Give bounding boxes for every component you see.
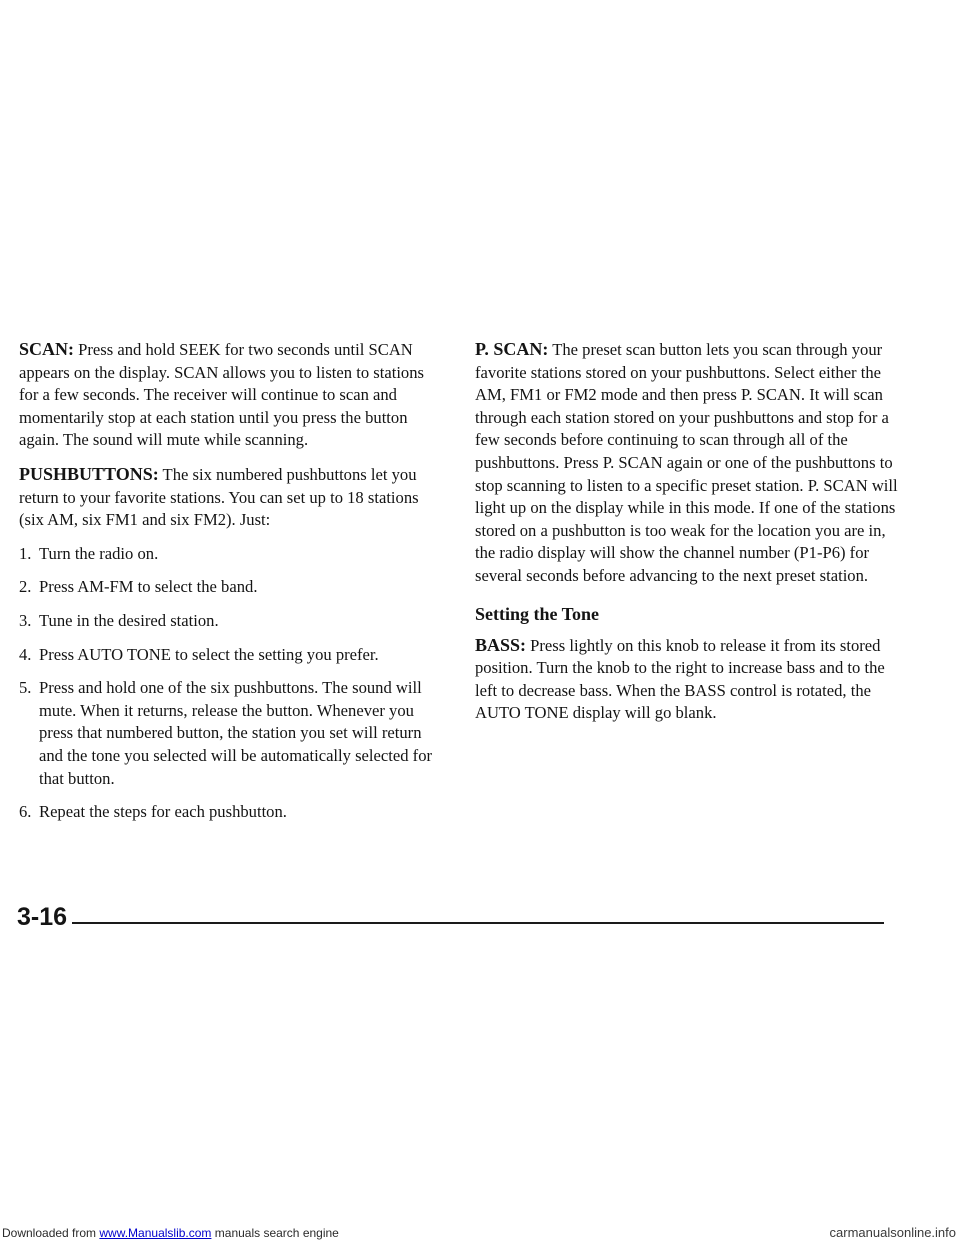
section-heading: Setting the Tone (475, 603, 600, 624)
footer-rule (72, 922, 884, 924)
page-number: 3-16 (17, 903, 68, 931)
step-text: Repeat the steps for each pushbutton. (39, 802, 287, 822)
pscan-text: The preset scan button lets you scan through your favorite stations stored on your pushbuttons. Select either the AM, FM1 or FM2 mode and then press P. SCAN. It will scan through each station stored on your pushbuttons and stop for a few seconds before continuing to scan through all of the pushbuttons. Press P. SCAN again or one of the pushbuttons to stop scanning to listen to a specific preset station. P. SCAN will light up on the display while in this mode. If one of the stations stored on a pushbutton is too weak for the location you are in, the radio display will show the channel number (P1-P6) for several seconds before advancing to the next preset station. (475, 340, 898, 585)
step-number: 2. (19, 577, 32, 597)
list-item (19, 644, 439, 667)
step-text: Press and hold one of the six pushbuttons. The sound will mute. When it returns, release the button. Whenever you press that numbered button, the station you set will return and the tone you selected will be automatically selected for that button. (39, 678, 433, 788)
step-text: Tune in the desired station. (39, 610, 219, 630)
bass-term: BASS: (475, 634, 527, 655)
right-column (475, 338, 905, 736)
step-number: 1. (19, 543, 32, 563)
step-number: 3. (19, 610, 32, 630)
steps-list (19, 543, 439, 824)
list-item (19, 801, 439, 824)
list-item (19, 610, 439, 633)
step-text: Press AUTO TONE to select the setting you prefer. (39, 644, 379, 664)
step-number: 5. (19, 678, 32, 698)
step-number: 6. (19, 802, 32, 822)
banner-prefix: Downloaded from (2, 1226, 100, 1240)
step-text: Press AM-FM to select the band. (39, 577, 258, 597)
list-item (19, 543, 439, 566)
pushbuttons-term: PUSHBUTTONS: (19, 463, 159, 484)
manualslib-link[interactable]: www.Manualslib.com (99, 1226, 212, 1240)
step-number: 4. (19, 644, 32, 664)
scan-paragraph (19, 338, 439, 452)
banner-text (2, 1224, 339, 1242)
bass-paragraph (475, 634, 905, 725)
banner-suffix: manuals search engine (211, 1226, 339, 1240)
list-item (19, 677, 439, 790)
bass-text: Press lightly on this knob to release it from its stored position. Turn the knob to the right to increase bass and to the left to decrease bass. When the BASS control is rotated, the AUTO TONE display will go blank. (475, 635, 885, 723)
left-column (19, 338, 439, 835)
pushbuttons-text: The six numbered pushbuttons let you return to your favorite stations. You can set up to 18 stations (six AM, six FM1 and six FM2). Just: (19, 464, 419, 530)
pscan-term: P. SCAN: (475, 339, 549, 359)
pscan-paragraph (475, 338, 905, 588)
list-item (19, 576, 439, 599)
step-text: Turn the radio on. (39, 543, 159, 563)
scan-text: Press and hold SEEK for two seconds until SCAN appears on the display. SCAN allows you to listen to stations for a few seconds. The receiver will continue to scan and momentarily stop at each station until you press the button again. The sound will mute while scanning. (19, 340, 424, 450)
scan-term: SCAN: (19, 339, 75, 359)
download-banner (0, 1224, 960, 1242)
pushbuttons-paragraph (19, 463, 439, 532)
watermark-text: carmanualsonline.info (829, 1225, 956, 1240)
